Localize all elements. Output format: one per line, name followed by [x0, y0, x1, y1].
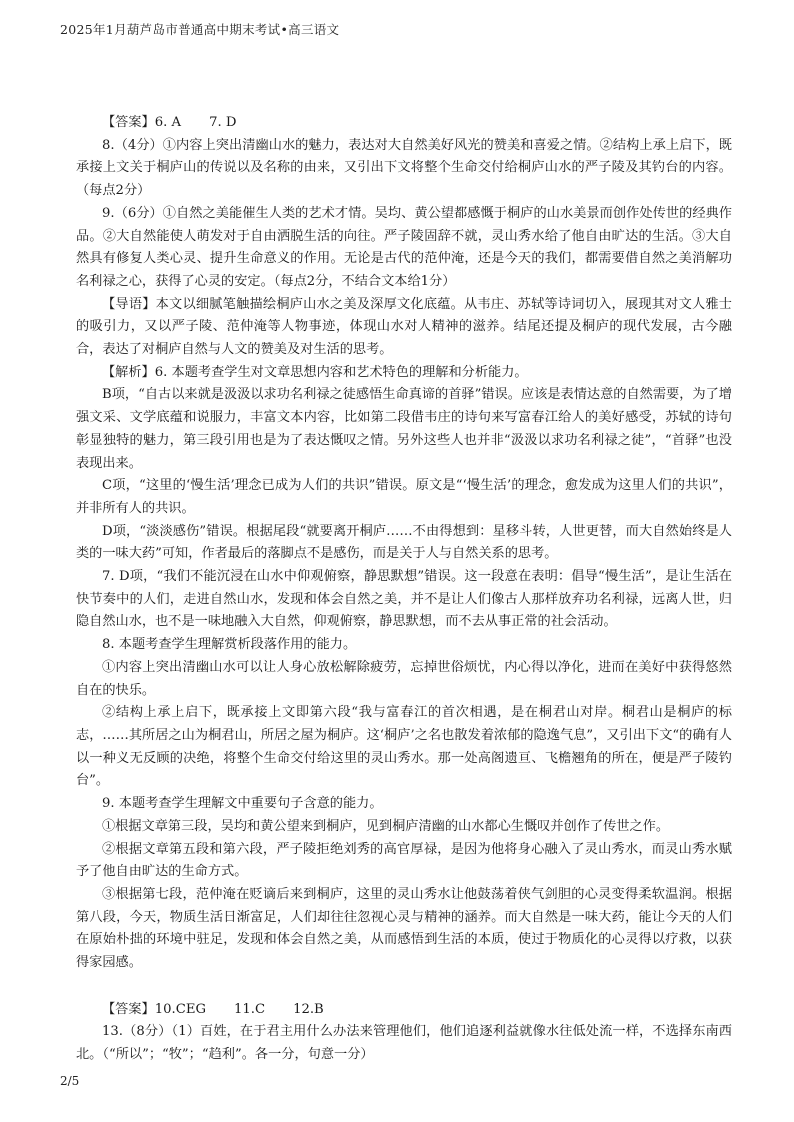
- answer-item: 7. D: [209, 115, 237, 130]
- paragraph: ①内容上突出清幽山水可以让人身心放松解除疲劳，忘掉世俗烦忧，内心得以净化，进而在美好中获得悠然自在的快乐。: [76, 659, 732, 698]
- paragraph: C项，“这里的‘慢生活’理念已成为人们的共识”错误。原文是“‘慢生活’的理念，愈发成为这里人们的共识”，并非所有人的共识。: [76, 478, 732, 516]
- answer-content: [76, 112, 732, 1067]
- paragraph: ①根据文章第三段，吴均和黄公望来到桐庐，见到桐庐清幽的山水都心生慨叹并创作了传世之作。: [102, 818, 670, 834]
- answer-label: 【答案】: [102, 1001, 155, 1017]
- paragraph: ③根据第七段，范仲淹在贬谪后来到桐庐，这里的灵山秀水让他鼓荡着侠气剑胆的心灵变得柔软温润。根据第八段，今天，物质生活日渐富足，人们却往往忽视心灵与精神的涵养。而大自然是一味大药，能让今天的人们在原始朴拙的环境中驻足，发现和体会自然之美，从而感悟到生活的本质，使过于物质化的心灵得以疗救，以获得家园感。: [76, 886, 732, 971]
- paragraph: 7. D项，“我们不能沉浸在山水中仰观俯察，静思默想”错误。这一段意在表明：倡导“慢生活”，是让生活在快节奏中的人们，走进自然山水，发现和体会自然之美，并不是让人们像古人那样放弃功名利禄，远离人世，归隐自然山水，也不是一味地融入大自然，仰观俯察，静思默想，而不去从事正常的社会活动。: [76, 569, 732, 630]
- page-header: 2025年1月葫芦岛市普通高中期末考试•高三语文: [60, 22, 340, 37]
- answer-line-2: [76, 999, 732, 1022]
- section-gap: [76, 975, 732, 999]
- paragraph: 13.（8分）（1）百姓，在于君主用什么办法来管理他们，他们追逐利益就像水往低处流一样，不选择东南西北。（“所以”；“牧”；“趋利”。各一分，句意一分）: [76, 1024, 732, 1063]
- paragraph: ②结构上承上启下，既承接上文即第六段“我与富春江的首次相遇，是在桐君山对岸。桐君山是桐庐的标志，……其所居之山为桐君山，所居之屋为桐庐。这‘桐庐’之名也散发着浓郁的隐逸气息”，又引出下文“的确有人以一种义无反顾的决绝，将整个生命交付给这里的灵山秀水。那一处高阁遗亘、飞檐翘角的所在，便是严子陵钓台”。: [76, 705, 732, 789]
- answer-line-1: [76, 112, 732, 135]
- answer-item: 12.B: [293, 1001, 324, 1017]
- paragraph: ②根据文章第五段和第六段，严子陵拒绝刘秀的高官厚禄，是因为他将身心融入了灵山秀水，而灵山秀水赋予了他自由旷达的生命方式。: [76, 841, 732, 880]
- paragraph: 8. 本题考查学生理解赏析段落作用的能力。: [102, 637, 357, 653]
- answer-item: 6. A: [154, 115, 182, 130]
- page-number: 2/5: [60, 1074, 80, 1088]
- paragraph: 【导语】本文以细腻笔触描绘桐庐山水之美及深厚文化底蕴。从韦庄、苏轼等诗词切入，展现其对文人雅士的吸引力，又以严子陵、范仲淹等人物事迹，体现山水对人精神的滋养。结尾还提及桐庐的现代发展，古今融合，表达了对桐庐自然与人文的赞美及对生活的思考。: [76, 296, 732, 358]
- paragraph: 【解析】6. 本题考查学生对文章思想内容和艺术特色的理解和分析能力。: [102, 364, 528, 380]
- answer-label: 【答案】: [102, 115, 155, 130]
- paragraph: D项，“淡淡感伤”错误。根据尾段“就要离开桐庐……不由得想到：星移斗转，人世更替，而大自然始终是人类的一味大药”可知，作者最后的落脚点不是感伤，而是关于人与自然关系的思考。: [76, 523, 732, 562]
- paragraph: 9.（6分）①自然之美能催生人类的艺术才情。吴均、黄公望都感慨于桐庐的山水美景而创作处传世的经典作品。②大自然能使人萌发对于自由洒脱生活的向往。严子陵固辞不就，灵山秀水给了他自由旷达的生活。③大自然具有修复人类心灵、提升生命意义的作用。无论是古代的范仲淹，还是今天的我们，都需要借自然之美消解功名利禄之心，获得了心灵的安定。（每点2分，不结合文本给1分）: [76, 205, 732, 289]
- answer-item: 11.C: [233, 1001, 266, 1017]
- paragraph: 8.（4分）①内容上突出清幽山水的魅力，表达对大自然美好风光的赞美和喜爱之情。②结构上承上启下，既承接上文关于桐庐山的传说以及名称的由来，又引出下文将整个生命交付给桐庐山水的严子陵及其钓台的内容。（每点2分）: [76, 137, 732, 199]
- paragraph: 9. 本题考查学生理解文中重要句子含意的能力。: [102, 796, 383, 812]
- answer-item: 10.CEG: [154, 1001, 206, 1017]
- paragraph: B项，“自古以来就是汲汲以求功名利禄之徒感悟生命真谛的首驿”错误。应该是表情达意的自然需要，为了增强文采、文学底蕴和说服力，丰富文本内容，比如第二段借韦庄的诗句来写富春江给人的美好感受，苏轼的诗句彰显独特的魅力，第三段引用也是为了表达慨叹之情。另外这些人也并非“汲汲以求功名利禄之徒”，“首驿”也没表现出来。: [76, 387, 732, 471]
